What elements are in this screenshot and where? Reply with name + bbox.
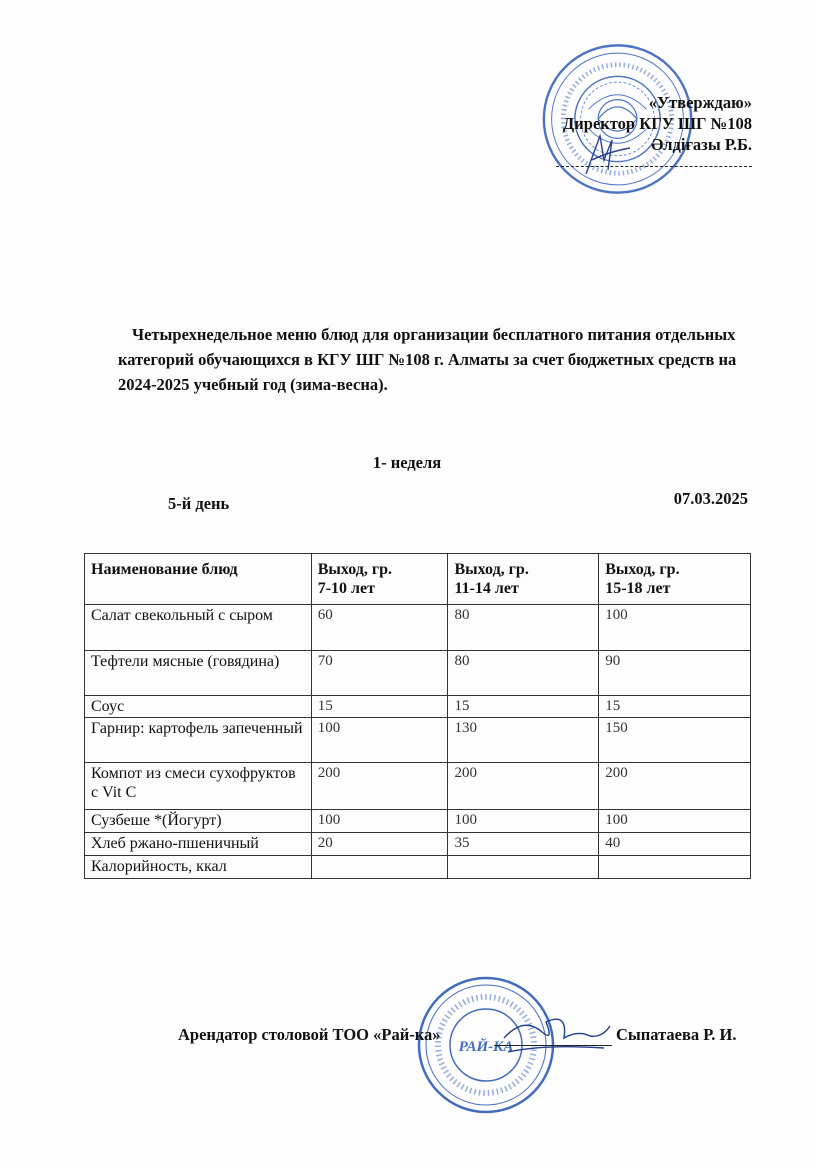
portion-11-14 [448, 856, 599, 879]
portion-11-14: 80 [448, 605, 599, 651]
portion-15-18: 100 [599, 605, 751, 651]
portion-11-14: 35 [448, 833, 599, 856]
stamp-center-text: РАЙ-КА [458, 1039, 514, 1055]
menu-date: 07.03.2025 [673, 489, 748, 508]
header-age-7-10 [311, 554, 448, 605]
dish-name: Соус [85, 696, 312, 718]
portion-15-18: 100 [599, 810, 751, 833]
approval-block [563, 92, 752, 155]
approval-heading: «Утверждаю» [648, 93, 752, 112]
table-row [85, 810, 751, 833]
portion-11-14: 130 [448, 718, 599, 763]
dish-name: Тефтели мясные (говядина) [85, 651, 312, 696]
day-label: 5-й день [168, 494, 230, 513]
portion-7-10: 15 [311, 696, 448, 718]
signature-dashed-line [556, 166, 752, 167]
dish-name: Гарнир: картофель запеченный [85, 718, 312, 763]
tenant-signature-icon [494, 1008, 614, 1068]
approval-director-name: Әлдіғазы Р.Б. [651, 135, 752, 154]
table-row [85, 833, 751, 856]
table-row [85, 605, 751, 651]
portion-15-18: 200 [599, 763, 751, 810]
dish-name: Хлеб ржано-пшеничный [85, 833, 312, 856]
header-output-label: Выход, гр. [317, 561, 393, 578]
header-age-label: 15-18 лет [605, 580, 671, 597]
table-header-row [85, 554, 751, 605]
portion-7-10: 100 [311, 810, 448, 833]
tenant-person-name: Сыпатаева Р. И. [616, 1025, 737, 1044]
portion-15-18: 15 [599, 696, 751, 718]
header-output-label: Выход, гр. [454, 561, 529, 578]
dish-name: Калорийность, ккал [85, 856, 312, 879]
header-dish-label: Наименование блюд [91, 561, 238, 578]
document-title: Четырехнедельное меню блюд для организации бесплатного питания отдельных категорий обучающихся в КГУ ШГ №108 г. Алматы за счет бюджетных средств на 2024-2025 учебный год (зима-весна). [118, 325, 737, 394]
menu-table [84, 553, 751, 879]
approval-position: Директор КГУ ШГ №108 [562, 114, 752, 133]
portion-7-10: 20 [311, 833, 448, 856]
portion-7-10: 70 [311, 651, 448, 696]
portion-7-10 [311, 856, 448, 879]
table-row [85, 696, 751, 718]
table-row [85, 651, 751, 696]
portion-15-18: 150 [599, 718, 751, 763]
week-label: 1- неделя [372, 453, 442, 472]
header-age-label: 11-14 лет [454, 580, 519, 597]
portion-11-14: 15 [448, 696, 599, 718]
table-row [85, 856, 751, 879]
dish-name: Компот из смеси сухофруктов с Vit C [85, 763, 312, 810]
portion-7-10: 60 [311, 605, 448, 651]
portion-15-18 [599, 856, 751, 879]
header-age-11-14 [448, 554, 599, 605]
header-age-15-18 [599, 554, 751, 605]
portion-11-14: 200 [448, 763, 599, 810]
signature-line [494, 1045, 612, 1046]
portion-7-10: 200 [311, 763, 448, 810]
header-output-label: Выход, гр. [605, 561, 680, 578]
table-row [85, 763, 751, 810]
header-dish-name [85, 554, 312, 605]
portion-11-14: 80 [448, 651, 599, 696]
header-age-label: 7-10 лет [317, 580, 375, 597]
table-row [85, 718, 751, 763]
portion-11-14: 100 [448, 810, 599, 833]
tenant-label: Арендатор столовой ТОО «Рай-ка» [178, 1025, 441, 1044]
portion-15-18: 90 [599, 651, 751, 696]
dish-name: Салат свекольный с сыром [85, 605, 312, 651]
portion-7-10: 100 [311, 718, 448, 763]
portion-15-18: 40 [599, 833, 751, 856]
dish-name: Сузбеше *(Йогурт) [85, 810, 312, 833]
